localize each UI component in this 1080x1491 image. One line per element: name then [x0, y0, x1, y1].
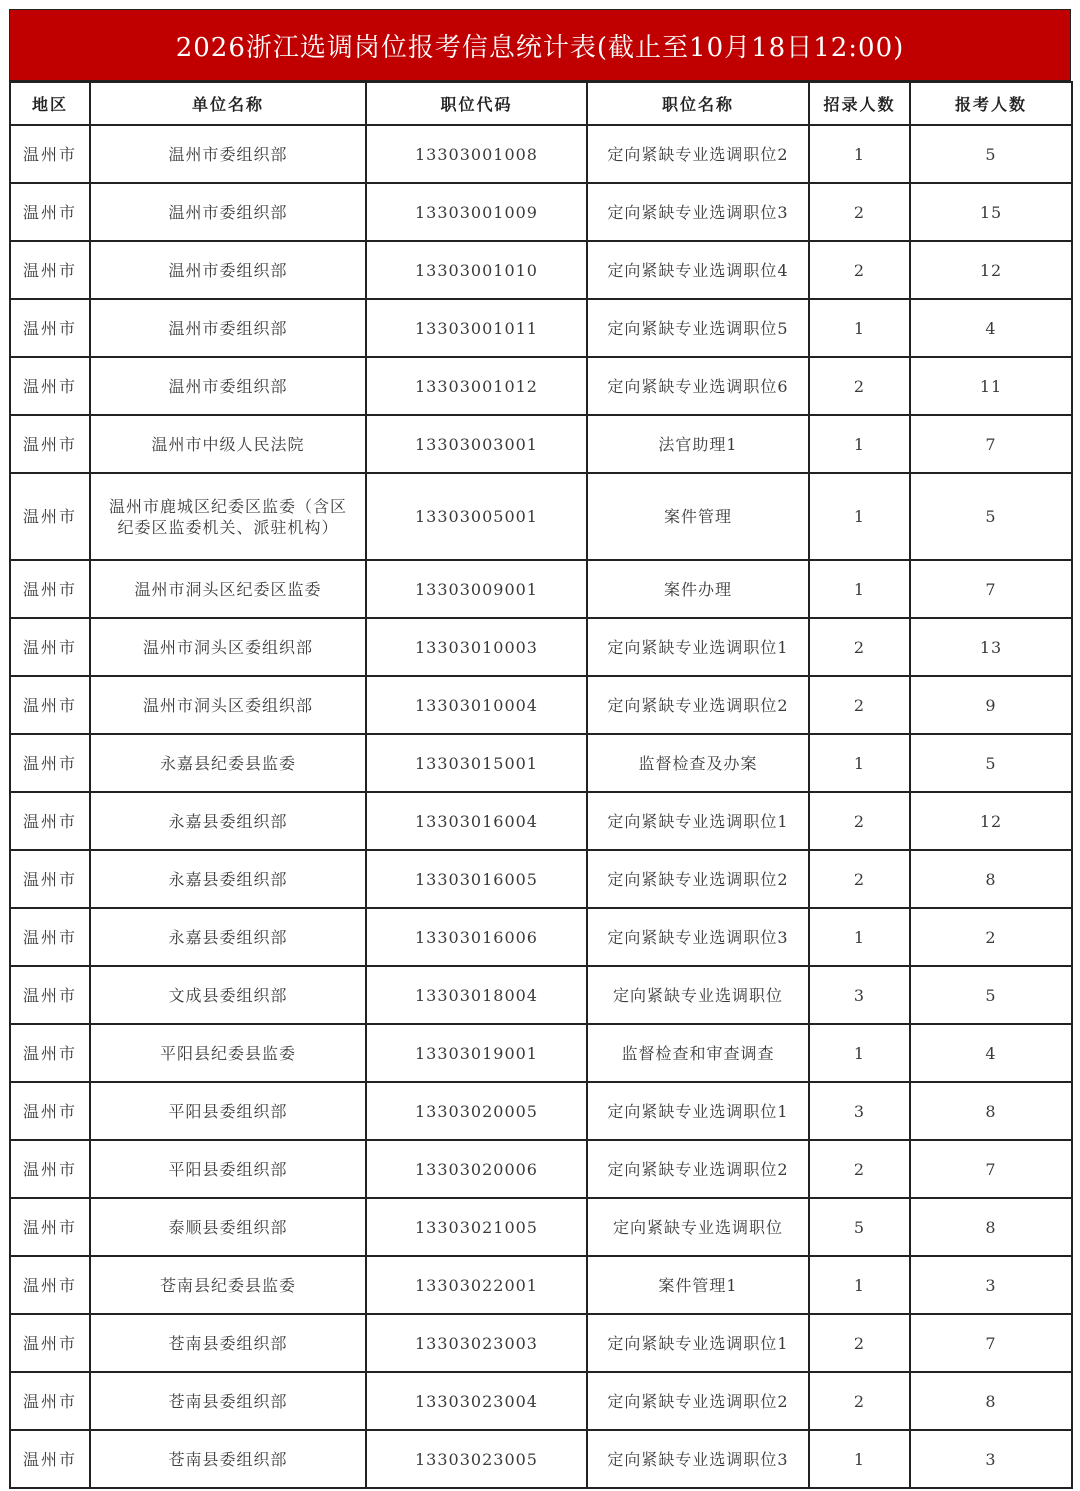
table-title: 2026浙江选调岗位报考信息统计表(截止至10月18日12:00) — [175, 32, 905, 63]
cell-applicants: 7 — [910, 415, 1072, 473]
table-body — [10, 125, 1072, 1488]
cell-position-code: 13303010003 — [366, 618, 587, 676]
cell-region: 温州市 — [10, 357, 90, 415]
cell-applicants: 5 — [910, 734, 1072, 792]
cell-position-code: 13303001010 — [366, 241, 587, 299]
cell-quota: 1 — [809, 473, 910, 560]
cell-position-code: 13303016006 — [366, 908, 587, 966]
cell-region: 温州市 — [10, 850, 90, 908]
cell-region: 温州市 — [10, 241, 90, 299]
cell-quota: 1 — [809, 299, 910, 357]
cell-unit-name: 永嘉县纪委县监委 — [90, 734, 366, 792]
cell-applicants: 5 — [910, 473, 1072, 560]
cell-quota: 2 — [809, 241, 910, 299]
cell-position-name: 定向紧缺专业选调职位4 — [587, 241, 809, 299]
cell-applicants: 8 — [910, 1082, 1072, 1140]
table-row — [10, 183, 1072, 241]
cell-region: 温州市 — [10, 299, 90, 357]
cell-quota: 2 — [809, 1314, 910, 1372]
cell-quota: 2 — [809, 183, 910, 241]
cell-quota: 1 — [809, 1430, 910, 1488]
cell-position-name: 定向紧缺专业选调职位1 — [587, 1314, 809, 1372]
cell-position-name: 定向紧缺专业选调职位1 — [587, 618, 809, 676]
cell-position-code: 13303020006 — [366, 1140, 587, 1198]
cell-quota: 2 — [809, 676, 910, 734]
cell-region: 温州市 — [10, 183, 90, 241]
cell-applicants: 4 — [910, 299, 1072, 357]
cell-region: 温州市 — [10, 560, 90, 618]
table-row — [10, 473, 1072, 560]
cell-position-code: 13303022001 — [366, 1256, 587, 1314]
cell-region: 温州市 — [10, 1372, 90, 1430]
table-row — [10, 734, 1072, 792]
cell-position-code: 13303001008 — [366, 125, 587, 183]
cell-applicants: 9 — [910, 676, 1072, 734]
cell-unit-name: 温州市洞头区纪委区监委 — [90, 560, 366, 618]
cell-unit-name: 苍南县委组织部 — [90, 1314, 366, 1372]
cell-unit-name: 温州市委组织部 — [90, 299, 366, 357]
cell-unit-name: 温州市中级人民法院 — [90, 415, 366, 473]
cell-region: 温州市 — [10, 125, 90, 183]
cell-position-code: 13303001009 — [366, 183, 587, 241]
cell-quota: 1 — [809, 125, 910, 183]
table-row — [10, 966, 1072, 1024]
table-row — [10, 1314, 1072, 1372]
cell-position-name: 定向紧缺专业选调职位1 — [587, 792, 809, 850]
cell-position-name: 案件管理1 — [587, 1256, 809, 1314]
cell-applicants: 12 — [910, 792, 1072, 850]
cell-unit-name: 平阳县委组织部 — [90, 1082, 366, 1140]
cell-unit-name: 温州市委组织部 — [90, 183, 366, 241]
cell-region: 温州市 — [10, 908, 90, 966]
cell-quota: 2 — [809, 618, 910, 676]
cell-position-code: 13303005001 — [366, 473, 587, 560]
cell-position-code: 13303009001 — [366, 560, 587, 618]
cell-unit-name: 温州市委组织部 — [90, 241, 366, 299]
cell-position-name: 定向紧缺专业选调职位3 — [587, 1430, 809, 1488]
cell-position-name: 监督检查和审查调查 — [587, 1024, 809, 1082]
cell-quota: 2 — [809, 357, 910, 415]
cell-applicants: 3 — [910, 1256, 1072, 1314]
cell-unit-name: 温州市鹿城区纪委区监委（含区纪委区监委机关、派驻机构） — [90, 473, 366, 560]
cell-position-code: 13303023004 — [366, 1372, 587, 1430]
header-position-name: 职位名称 — [587, 82, 809, 125]
cell-position-name: 定向紧缺专业选调职位 — [587, 1198, 809, 1256]
cell-quota: 2 — [809, 850, 910, 908]
table-row — [10, 908, 1072, 966]
cell-applicants: 3 — [910, 1430, 1072, 1488]
cell-unit-name: 温州市洞头区委组织部 — [90, 618, 366, 676]
table-row — [10, 299, 1072, 357]
cell-position-name: 定向紧缺专业选调职位2 — [587, 1140, 809, 1198]
cell-position-name: 定向紧缺专业选调职位1 — [587, 1082, 809, 1140]
statistics-sheet — [9, 9, 1071, 1489]
cell-position-name: 法官助理1 — [587, 415, 809, 473]
cell-quota: 2 — [809, 1372, 910, 1430]
cell-position-code: 13303010004 — [366, 676, 587, 734]
table-row — [10, 1140, 1072, 1198]
cell-unit-name: 温州市洞头区委组织部 — [90, 676, 366, 734]
cell-position-name: 定向紧缺专业选调职位2 — [587, 1372, 809, 1430]
cell-position-code: 13303023005 — [366, 1430, 587, 1488]
header-region: 地区 — [10, 82, 90, 125]
cell-position-name: 监督检查及办案 — [587, 734, 809, 792]
cell-region: 温州市 — [10, 966, 90, 1024]
cell-region: 温州市 — [10, 618, 90, 676]
cell-applicants: 11 — [910, 357, 1072, 415]
cell-applicants: 7 — [910, 1140, 1072, 1198]
table-row — [10, 676, 1072, 734]
cell-region: 温州市 — [10, 1198, 90, 1256]
cell-position-code: 13303003001 — [366, 415, 587, 473]
cell-position-code: 13303001011 — [366, 299, 587, 357]
header-quota: 招录人数 — [809, 82, 910, 125]
table-row — [10, 125, 1072, 183]
cell-unit-name: 苍南县委组织部 — [90, 1430, 366, 1488]
cell-quota: 3 — [809, 966, 910, 1024]
cell-applicants: 8 — [910, 1372, 1072, 1430]
cell-quota: 2 — [809, 792, 910, 850]
cell-unit-name: 温州市委组织部 — [90, 357, 366, 415]
table-title-bar — [9, 9, 1071, 81]
cell-region: 温州市 — [10, 1314, 90, 1372]
table-row — [10, 1024, 1072, 1082]
cell-region: 温州市 — [10, 473, 90, 560]
cell-applicants: 2 — [910, 908, 1072, 966]
cell-position-code: 13303020005 — [366, 1082, 587, 1140]
cell-region: 温州市 — [10, 1082, 90, 1140]
cell-applicants: 12 — [910, 241, 1072, 299]
table-row — [10, 1430, 1072, 1488]
cell-unit-name: 永嘉县委组织部 — [90, 792, 366, 850]
cell-applicants: 5 — [910, 125, 1072, 183]
table-row — [10, 850, 1072, 908]
cell-quota: 2 — [809, 1140, 910, 1198]
cell-applicants: 7 — [910, 560, 1072, 618]
cell-position-name: 定向紧缺专业选调职位2 — [587, 676, 809, 734]
cell-quota: 1 — [809, 1024, 910, 1082]
cell-position-name: 定向紧缺专业选调职位6 — [587, 357, 809, 415]
cell-region: 温州市 — [10, 734, 90, 792]
cell-applicants: 15 — [910, 183, 1072, 241]
cell-unit-name: 苍南县纪委县监委 — [90, 1256, 366, 1314]
cell-unit-name: 文成县委组织部 — [90, 966, 366, 1024]
cell-position-code: 13303019001 — [366, 1024, 587, 1082]
positions-table — [9, 81, 1073, 1489]
cell-quota: 3 — [809, 1082, 910, 1140]
cell-unit-name: 平阳县纪委县监委 — [90, 1024, 366, 1082]
cell-applicants: 13 — [910, 618, 1072, 676]
cell-position-code: 13303015001 — [366, 734, 587, 792]
cell-position-name: 定向紧缺专业选调职位3 — [587, 908, 809, 966]
cell-position-code: 13303018004 — [366, 966, 587, 1024]
cell-unit-name: 永嘉县委组织部 — [90, 908, 366, 966]
cell-quota: 1 — [809, 560, 910, 618]
cell-position-name: 案件管理 — [587, 473, 809, 560]
cell-region: 温州市 — [10, 1024, 90, 1082]
cell-position-name: 定向紧缺专业选调职位 — [587, 966, 809, 1024]
cell-position-code: 13303001012 — [366, 357, 587, 415]
cell-quota: 1 — [809, 908, 910, 966]
cell-position-code: 13303023003 — [366, 1314, 587, 1372]
cell-region: 温州市 — [10, 676, 90, 734]
table-row — [10, 560, 1072, 618]
cell-applicants: 5 — [910, 966, 1072, 1024]
cell-position-code: 13303016005 — [366, 850, 587, 908]
cell-applicants: 4 — [910, 1024, 1072, 1082]
table-row — [10, 1372, 1072, 1430]
cell-applicants: 7 — [910, 1314, 1072, 1372]
cell-region: 温州市 — [10, 792, 90, 850]
table-row — [10, 1256, 1072, 1314]
table-row — [10, 1198, 1072, 1256]
cell-position-name: 定向紧缺专业选调职位2 — [587, 850, 809, 908]
cell-region: 温州市 — [10, 1140, 90, 1198]
cell-unit-name: 苍南县委组织部 — [90, 1372, 366, 1430]
cell-position-code: 13303016004 — [366, 792, 587, 850]
table-row — [10, 241, 1072, 299]
cell-applicants: 8 — [910, 1198, 1072, 1256]
cell-unit-name: 温州市委组织部 — [90, 125, 366, 183]
cell-unit-name: 平阳县委组织部 — [90, 1140, 366, 1198]
cell-position-code: 13303021005 — [366, 1198, 587, 1256]
cell-applicants: 8 — [910, 850, 1072, 908]
cell-quota: 1 — [809, 415, 910, 473]
cell-position-name: 定向紧缺专业选调职位5 — [587, 299, 809, 357]
table-row — [10, 618, 1072, 676]
header-row — [10, 82, 1072, 125]
cell-region: 温州市 — [10, 1256, 90, 1314]
cell-region: 温州市 — [10, 415, 90, 473]
cell-quota: 1 — [809, 734, 910, 792]
cell-quota: 5 — [809, 1198, 910, 1256]
table-row — [10, 1082, 1072, 1140]
table-row — [10, 792, 1072, 850]
header-unit-name: 单位名称 — [90, 82, 366, 125]
table-row — [10, 415, 1072, 473]
cell-quota: 1 — [809, 1256, 910, 1314]
table-row — [10, 357, 1072, 415]
cell-unit-name: 泰顺县委组织部 — [90, 1198, 366, 1256]
cell-position-name: 案件办理 — [587, 560, 809, 618]
cell-position-name: 定向紧缺专业选调职位2 — [587, 125, 809, 183]
header-position-code: 职位代码 — [366, 82, 587, 125]
cell-position-name: 定向紧缺专业选调职位3 — [587, 183, 809, 241]
cell-region: 温州市 — [10, 1430, 90, 1488]
cell-unit-name: 永嘉县委组织部 — [90, 850, 366, 908]
header-applicants: 报考人数 — [910, 82, 1072, 125]
